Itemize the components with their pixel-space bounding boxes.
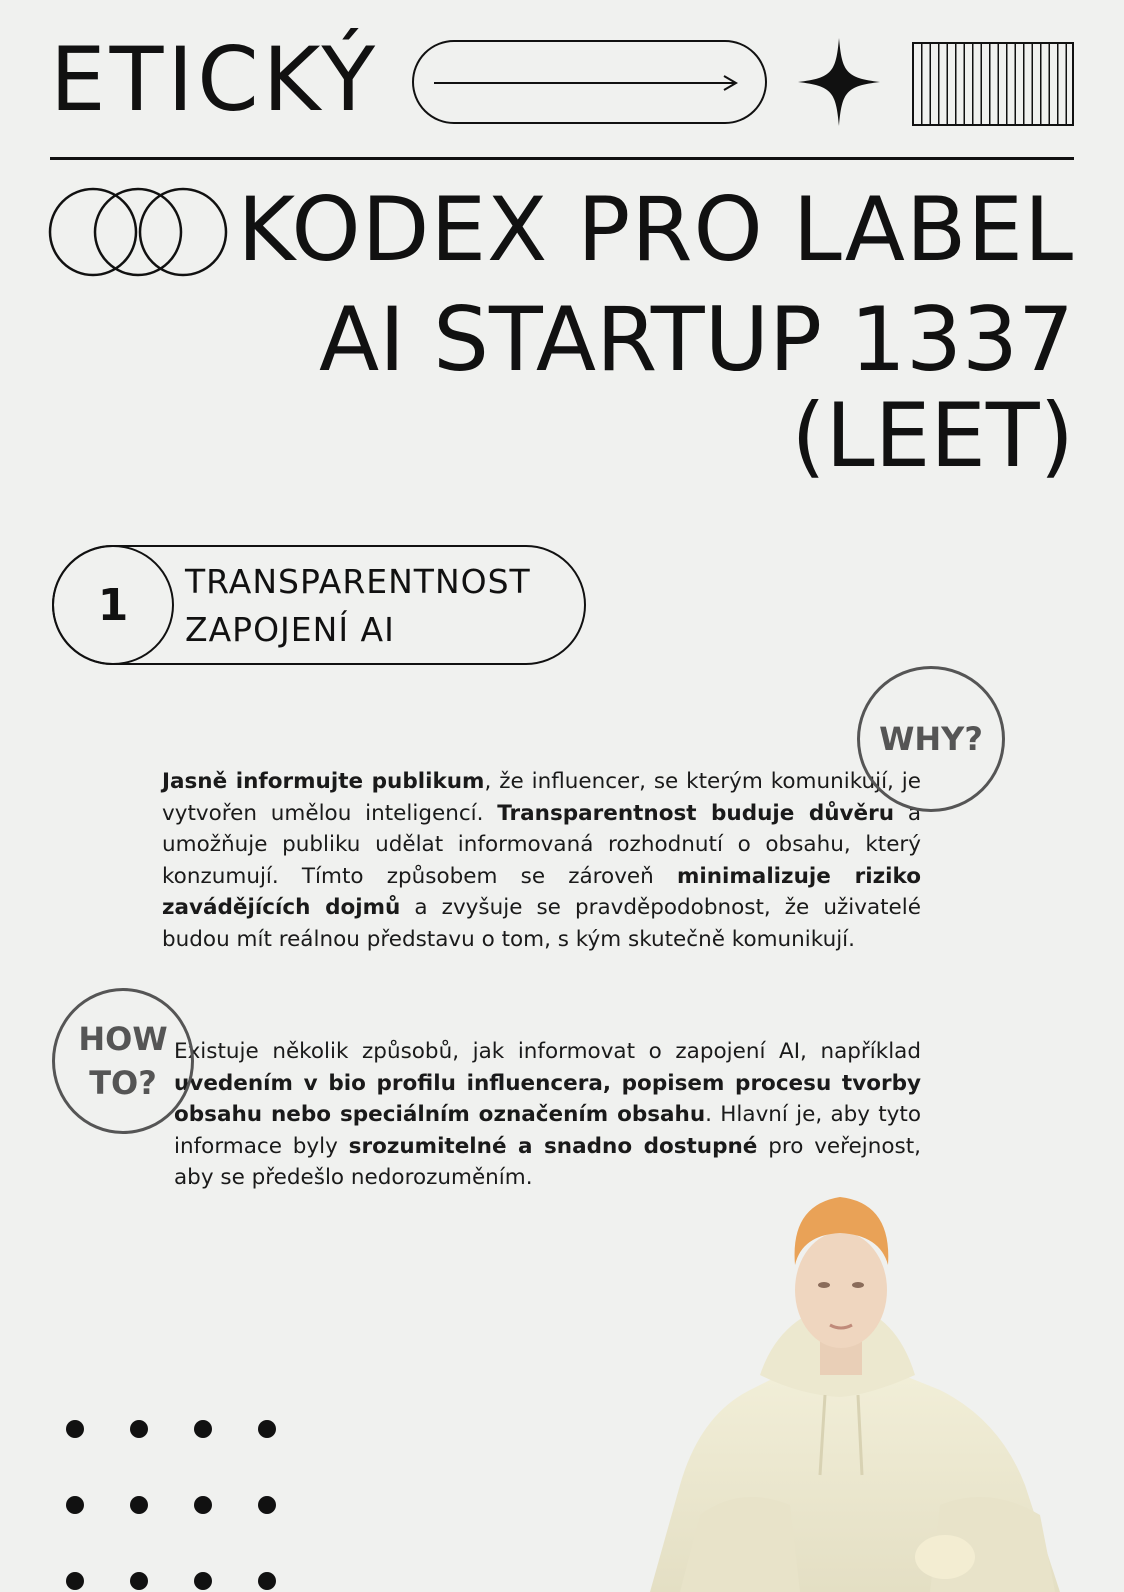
paragraph1-run: Transparentnost buduje důvěru	[497, 800, 895, 826]
paragraph1-run: Jasně informujte publikum	[162, 769, 485, 794]
howto-badge	[52, 988, 194, 1134]
paragraph2-run: Existuje několik způsobů, jak informovat o zapojení AI, například	[174, 1039, 921, 1064]
title-line-3b: (LEET)	[791, 384, 1074, 487]
influencer-photo	[640, 1185, 1100, 1592]
overlapping-rings-icon	[48, 186, 228, 278]
paragraph1-run: a umožňuje publiku udělat informovaná rozhodnutí o obsahu, který konzumují. Tímto způsobem se zároveň	[162, 800, 921, 889]
title-line-3	[174, 288, 1074, 487]
section-number: 1	[52, 545, 174, 665]
why-paragraph	[162, 766, 921, 955]
section-title-line-1: TRANSPARENTNOST	[185, 562, 531, 601]
title-line-1: ETICKÝ	[50, 28, 380, 131]
divider-line	[50, 157, 1074, 160]
paragraph1-run: a zvyšuje se pravděpodobnost, že uživatelé budou mít reálnou představu o tom, s kým skutečně komunikují.	[162, 895, 921, 952]
section-title	[185, 558, 531, 654]
arrow-right-icon	[434, 70, 744, 96]
howto-badge-line-2: TO?	[89, 1064, 157, 1102]
howto-paragraph	[174, 1036, 921, 1194]
paragraph2-run: . Hlavní je, aby tyto informace byly	[174, 1102, 921, 1159]
arrow-pill-decoration	[412, 40, 767, 124]
paragraph1-run: minimalizuje riziko zavádějících dojmů	[162, 863, 921, 920]
paragraph2-run: pro veřejnost, aby se předešlo nedorozuměním.	[174, 1133, 921, 1190]
sparkle-star-icon	[798, 38, 880, 126]
howto-badge-line-1: HOW	[78, 1020, 168, 1058]
section-title-line-2: ZAPOJENÍ AI	[185, 610, 395, 649]
striped-box-decoration	[912, 42, 1074, 126]
paragraph2-run: srozumitelné a snadno dostupné	[348, 1133, 758, 1159]
why-badge: WHY?	[857, 666, 1005, 812]
title-line-3a: AI STARTUP 1337	[318, 288, 1074, 391]
paragraph1-run: , že influencer, se kterým komunikují, je vytvořen umělou inteligencí.	[162, 769, 921, 826]
paragraph2-run: uvedením v bio profilu influencera, popisem procesu tvorby obsahu nebo speciálním označením obsahu	[174, 1070, 921, 1127]
title-line-2: KODEX PRO LABEL	[237, 178, 1074, 281]
